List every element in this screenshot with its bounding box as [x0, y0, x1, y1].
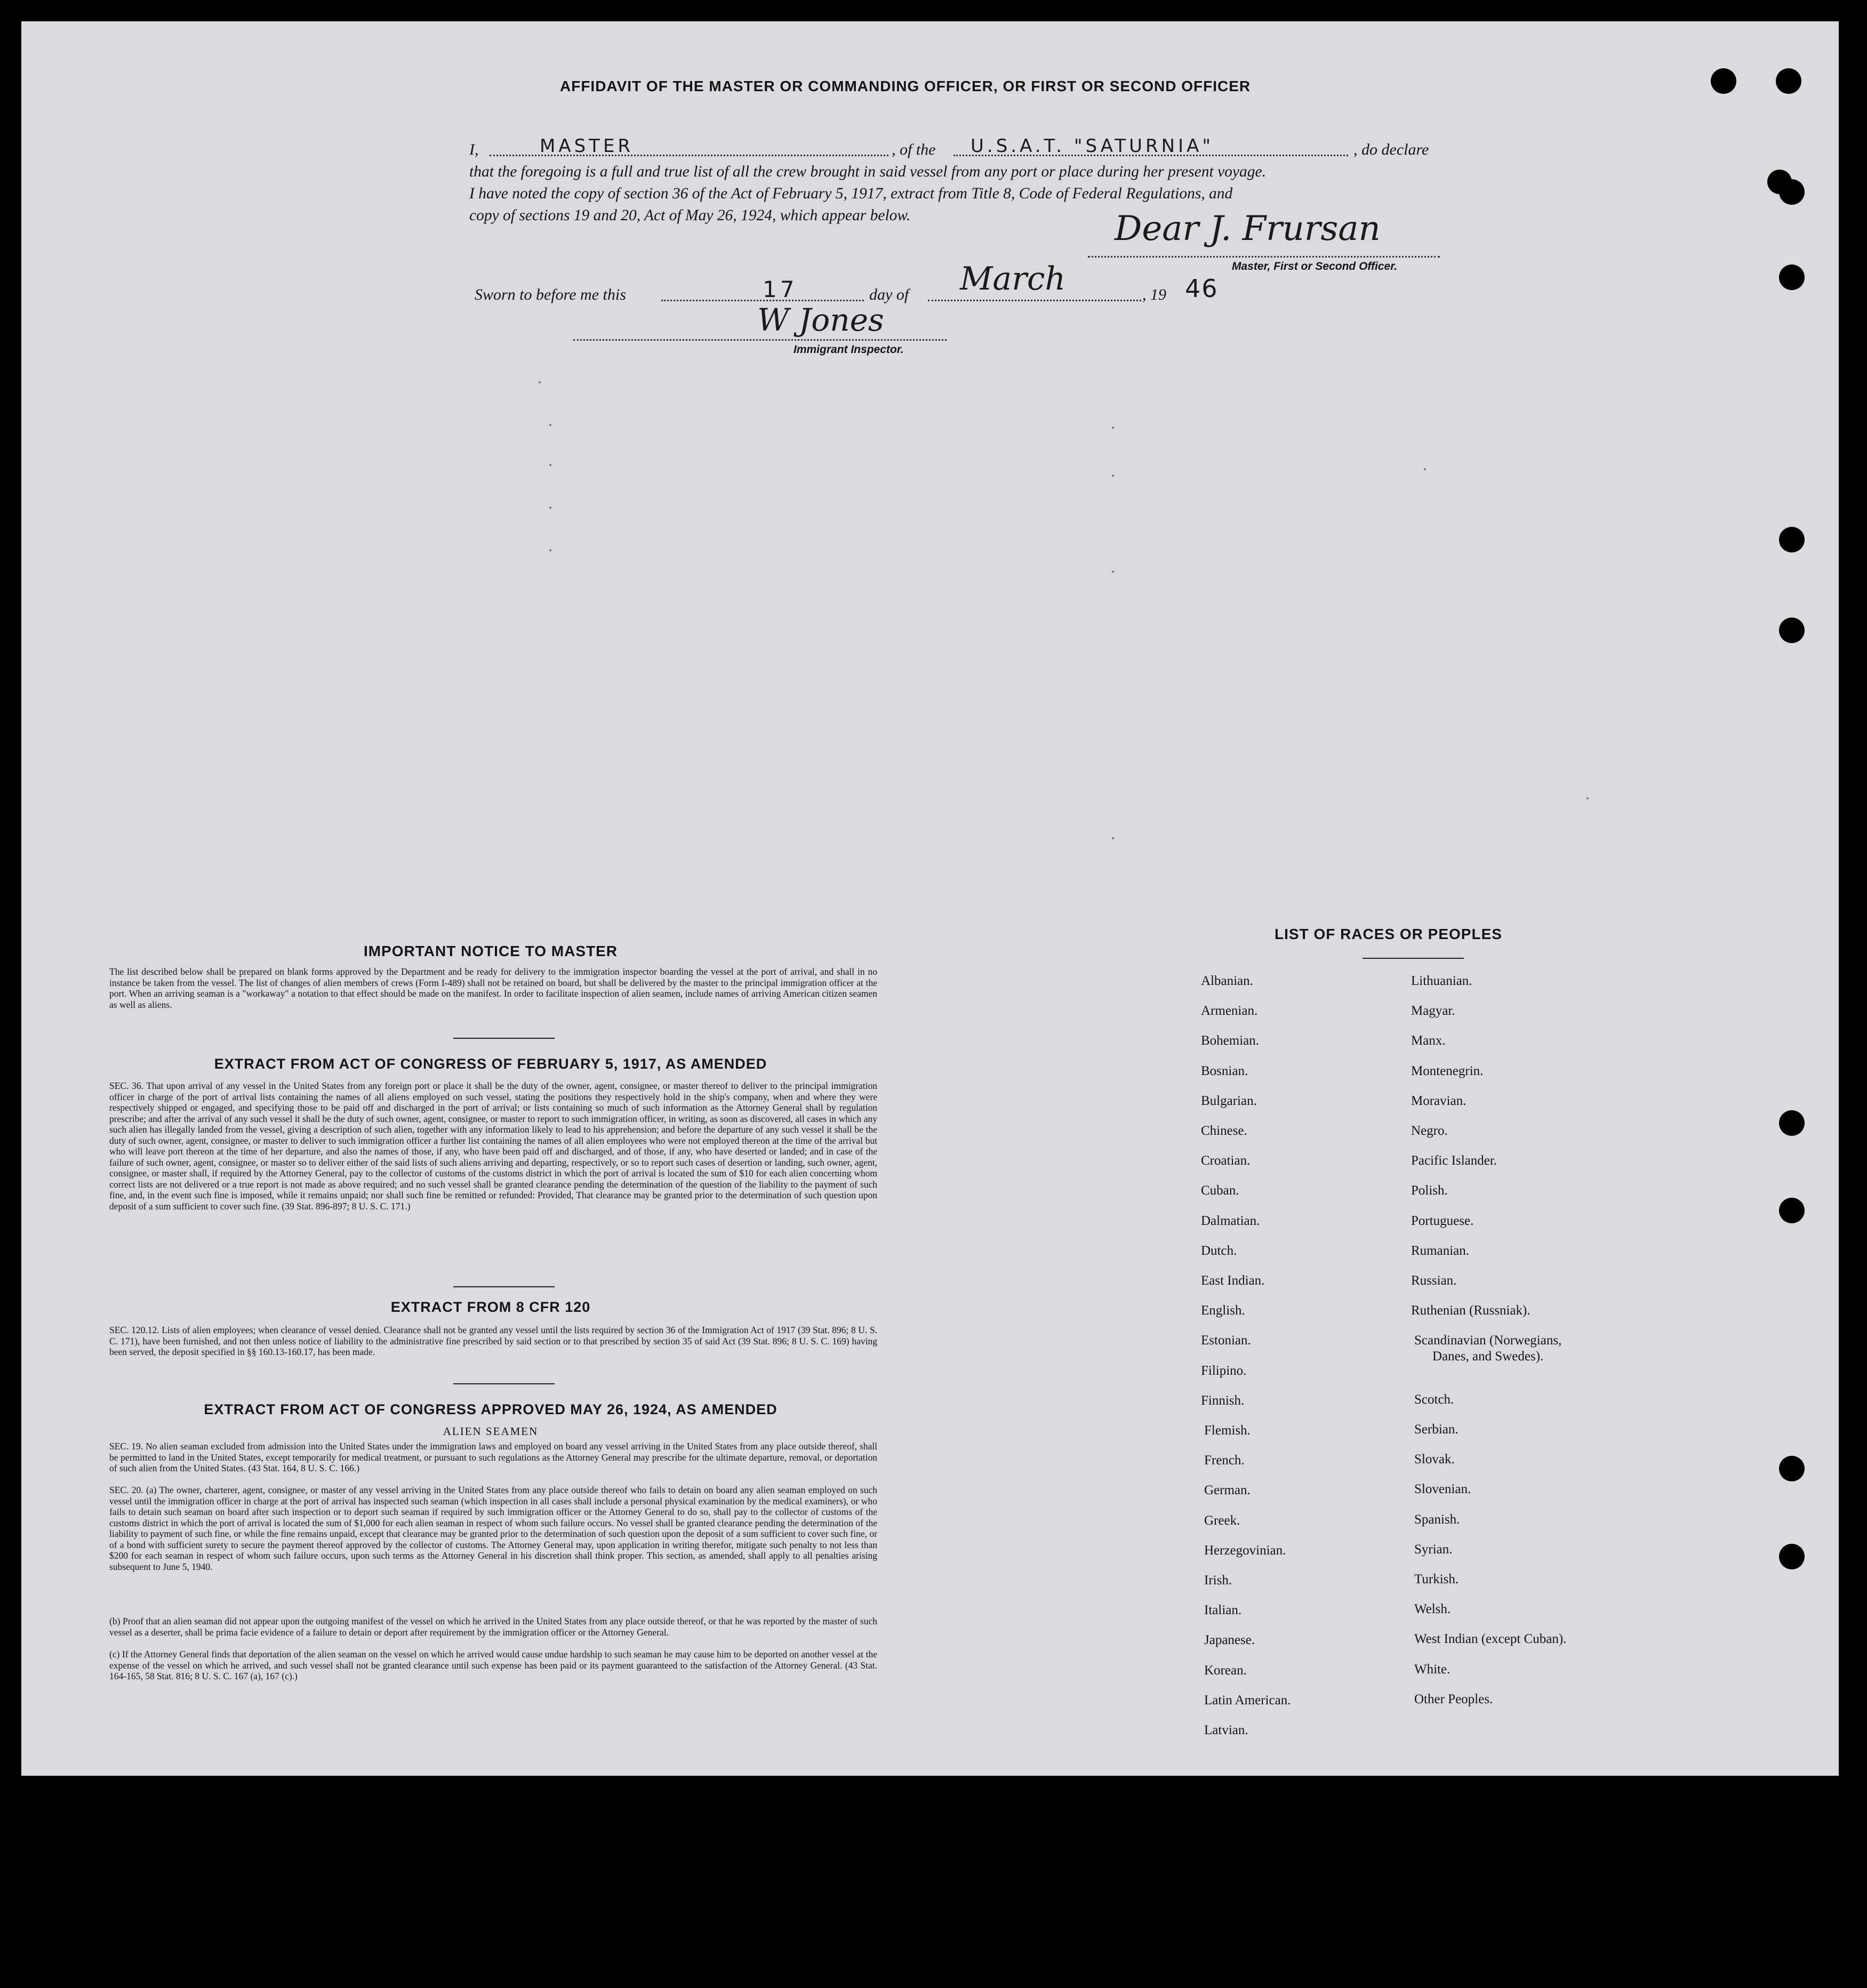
race-item: Slovak.	[1414, 1452, 1455, 1467]
race-item: Magyar.	[1411, 1004, 1455, 1019]
extract-1917-title: EXTRACT FROM ACT OF CONGRESS OF FEBRUARY 5, 1917, AS AMENDED	[214, 1056, 767, 1072]
race-item: Armenian.	[1201, 1004, 1258, 1019]
race-item: Montenegrin.	[1411, 1063, 1484, 1078]
extract-1924-sec20a: SEC. 20. (a) The owner, charterer, agent, consignee, or master of any vessel arriving in the United States from any place outside thereof who fails to detain on board any alien seaman employed on such vessel until the immigration officer in charge at the port of arrival has inspected such seaman (which inspection in all cases shall include a personal physical examination by the medical examiners), or who fails to detain such seaman on board after such inspection or to deport such seaman if required by such immigration officer or the Attorney General to do so, shall pay to the collector of customs of the customs district in which the port of arrival is located the sum of $1,000 for each alien seaman in respect of whom such failure occurs. No vessel shall be granted clearance pending the determination of the liability to payment of such fine, or while the fine remains unpaid, except that clearance may be granted prior to the determination of such question upon the deposit of a sum sufficient to cover such fine, or of a bond with sufficient surety to secure the payment thereof approved by the collector of customs. The Attorney General may, upon application in writing therefor, mitigate such penalty to not less than $200 for each seaman in respect of whom such failure occurs, upon such terms as the Attorney General in his discretion shall think proper. This section, as amended, shall apply to all penalties arising subsequent to June 5, 1940.	[109, 1485, 877, 1572]
inspector-signature-line	[573, 339, 947, 341]
bleed-dot	[549, 507, 551, 509]
race-item: Scotch.	[1414, 1392, 1454, 1407]
race-item: Rumanian.	[1411, 1243, 1470, 1258]
race-item: Russian.	[1411, 1273, 1457, 1288]
notice-title: IMPORTANT NOTICE TO MASTER	[363, 943, 618, 959]
inspector-signature: W Jones	[757, 302, 884, 338]
race-item: Albanian.	[1201, 974, 1253, 988]
officer-signature-line	[1088, 256, 1440, 258]
officer-signature: Dear J. Frursan	[1115, 209, 1381, 248]
race-item: Portuguese.	[1411, 1213, 1474, 1228]
race-item: Dutch.	[1201, 1243, 1237, 1258]
race-item: West Indian (except Cuban).	[1414, 1632, 1567, 1647]
race-item: East Indian.	[1201, 1273, 1265, 1288]
punch-hole-10	[1779, 1456, 1805, 1481]
race-item: White.	[1414, 1662, 1451, 1677]
day-of-label: day of	[869, 286, 909, 303]
master-value: MASTER	[540, 135, 634, 157]
race-item: Ruthenian (Russniak).	[1411, 1303, 1531, 1318]
race-item: Estonian.	[1201, 1333, 1251, 1348]
race-item: Bohemian.	[1201, 1033, 1260, 1048]
affidavit-line-4: copy of sections 19 and 20, Act of May 26, 1924, which appear below.	[469, 207, 911, 224]
races-divider	[1363, 958, 1464, 959]
bleed-dot	[1424, 468, 1426, 470]
race-item: French.	[1204, 1453, 1245, 1468]
affidavit-i-label: I,	[469, 141, 479, 158]
extract-cfr-text: SEC. 120.12. Lists of alien employees; when clearance of vessel denied. Clearance shall not be granted any vessel until the lists required by section 36 of the Immigration Act of 1917 (39 Stat. 896; 8 U. S. C. 171), have been furnished, and not then unless notice of liability to the administrative fine prescribed by said section or to that prescribed by section 35 of said Act (39 Stat. 896; 8 U. S. C. 169) having been served, the deposit specified in §§ 160.13-160.17, has been made.	[109, 1325, 877, 1357]
race-item: Moravian.	[1411, 1093, 1467, 1108]
race-item: Serbian.	[1414, 1422, 1459, 1437]
inspector-caption: Immigrant Inspector.	[794, 343, 904, 356]
extract-1924-sec20c: (c) If the Attorney General finds that deportation of the alien seaman on the vessel on which he arrived would cause undue hardship to such seaman he may cause him to be deported on another vessel at the expense of the vessel on which he arrived, and such vessel shall not be granted clearance until such expense has been paid or its payment guaranteed to the satisfaction of the Attorney General. (43 Stat. 164-165, 58 Stat. 816; 8 U. S. C. 167 (a), 167 (c).)	[109, 1649, 877, 1681]
affidavit-line-3: I have noted the copy of section 36 of the Act of February 5, 1917, extract from Title 8, Code of Federal Regulations, and	[469, 185, 1233, 202]
race-item: Dalmatian.	[1201, 1213, 1260, 1228]
extract-1924-title: EXTRACT FROM ACT OF CONGRESS APPROVED MAY 26, 1924, AS AMENDED	[204, 1401, 778, 1417]
punch-hole-4	[1779, 179, 1805, 205]
extract-1917-text: SEC. 36. That upon arrival of any vessel in the United States from any foreign port or place it shall be the duty of the owner, agent, consignee, or master thereof to deliver to the principal immigration officer in charge of the port of arrival lists containing the names of all aliens employed on such vessel, stating the positions they respectively hold in the ship's company, when and where they were respectively shipped or engaged, and specifying those to be paid off and discharged in the port of arrival; or lists containing so much of such information as the Attorney General shall by regulation prescribe; and after the arrival of any such vessel it shall be the duty of such owner, agent, consignee, or master to report to such immigration officer, in writing, as soon as discovered, all cases in which any such alien has illegally landed from the vessel, giving a description of such alien, together with any information likely to lead to his apprehension; and before the departure of any such vessel it shall be the duty of such owner, agent, consignee, or master to deliver to such immigration officer a further list containing the names of all alien employees who were not employed thereon at the time of the arrival but who will leave port thereon at the time of her departure, and also the names of those, if any, who have been paid off and discharged, and of those, if any, who have deserted or landed; and in case of the failure of such owner, agent, consignee, or master so to deliver either of the said lists of such aliens arriving and departing, respectively, or so to report such cases of desertion or landing, such owner, agent, consignee, or master shall, if required by the Attorney General, pay to the collector of customs of the customs district in which the port of arrival is located the sum of $10 for each alien concerning whom correct lists are not delivered or a true report is not made as above required; and no such vessel shall be granted clearance pending the determination of the question of the liability to the payment of such fine, and, in the event such fine is imposed, while it remains unpaid; nor shall such fine be remitted or refunded: Provided, That clearance may be granted prior to the determination of such question upon deposit of a sum sufficient to cover such fine. (39 Stat. 896-897; 8 U. S. C. 171.)	[109, 1080, 877, 1212]
affidavit-title: AFFIDAVIT OF THE MASTER OR COMMANDING OFFICER, OR FIRST OR SECOND OFFICER	[560, 78, 1251, 94]
punch-hole-8	[1779, 1110, 1805, 1136]
race-item: Flemish.	[1204, 1423, 1251, 1438]
punch-hole-1	[1711, 68, 1736, 94]
race-item: Negro.	[1411, 1124, 1448, 1138]
extract-cfr-divider	[453, 1383, 555, 1384]
race-item: Japanese.	[1204, 1633, 1255, 1648]
race-item: Manx.	[1411, 1033, 1446, 1048]
races-title: LIST OF RACES OR PEOPLES	[1275, 926, 1502, 942]
notice-text: The list described below shall be prepared on blank forms approved by the Department and be ready for delivery to the immigration inspector boarding the vessel at the port of arrival, and shall in no instance be taken from the vessel. The list of changes of alien members of crews (Form I-489) shall not be retained on board, but shall be delivered by the master to the principal immigration officer at the port. When an arriving seaman is a "workaway" a notation to that effect should be made on the manifest. In order to facilitate inspection of alien seamen, include names of arriving American citizen seamen as well as aliens.	[109, 966, 877, 1010]
race-item: Croatian.	[1201, 1153, 1251, 1168]
race-item: Pacific Islander.	[1411, 1153, 1497, 1168]
punch-hole-2	[1776, 68, 1801, 94]
race-item: German.	[1204, 1483, 1251, 1498]
sworn-label: Sworn to before me this	[475, 286, 626, 303]
race-item: Lithuanian.	[1411, 974, 1472, 988]
bleed-dot	[549, 549, 551, 551]
race-item: Spanish.	[1414, 1512, 1460, 1527]
extract-1924-sec20b: (b) Proof that an alien seaman did not appear upon the outgoing manifest of the vessel on which he arrived in the United States from any place outside thereof, or that he was reported by the master of such vessel as a deserter, shall be prima facie evidence of a failure to detain or deport after requirement by the immigration officer or the Attorney General.	[109, 1616, 877, 1638]
bleed-dot	[539, 381, 541, 383]
race-item: Irish.	[1204, 1573, 1232, 1588]
month-field-line	[928, 300, 1141, 301]
race-item: Latin American.	[1204, 1693, 1291, 1708]
notice-divider	[453, 1038, 555, 1039]
race-item: Welsh.	[1414, 1602, 1451, 1617]
bleed-dot	[549, 424, 551, 426]
race-item: Cuban.	[1201, 1183, 1239, 1198]
bleed-dot	[1112, 837, 1114, 839]
bleed-dot	[549, 464, 551, 466]
bleed-dot	[1112, 475, 1114, 477]
race-item: Bosnian.	[1201, 1063, 1248, 1078]
month-value: March	[960, 260, 1066, 298]
race-item: Herzegovinian.	[1204, 1543, 1286, 1558]
extract-1924-sec19: SEC. 19. No alien seaman excluded from admission into the United States under the immigration laws and employed on board any vessel arriving in the United States from any place outside thereof, shall be permitted to land in the United States, except temporarily for medical treatment, or pursuant to such regulations as the Attorney General may prescribe for the ultimate departure, removal, or deportation of such alien from the United States. (43 Stat. 164, 8 U. S. C. 166.)	[109, 1441, 877, 1473]
race-item: English.	[1201, 1303, 1245, 1318]
race-item: Greek.	[1204, 1513, 1240, 1528]
extract-1924-subtitle: ALIEN SEAMEN	[443, 1425, 539, 1438]
extract-cfr-title: EXTRACT FROM 8 CFR 120	[390, 1299, 591, 1315]
bleed-dot	[1586, 797, 1589, 799]
punch-hole-6	[1779, 527, 1805, 552]
affidavit-of-the: , of the	[892, 141, 936, 158]
year-prefix: , 19	[1142, 286, 1166, 303]
vessel-value: U.S.A.T. "SATURNIA"	[971, 135, 1214, 157]
day-value: 17	[763, 276, 798, 302]
race-item: Slovenian.	[1414, 1482, 1471, 1497]
bleed-dot	[1112, 427, 1114, 429]
extract-1917-divider	[453, 1286, 555, 1287]
race-item: Scandinavian (Norwegians,	[1414, 1333, 1562, 1348]
race-item: Syrian.	[1414, 1542, 1453, 1557]
officer-caption: Master, First or Second Officer.	[1232, 260, 1398, 272]
race-item: Chinese.	[1201, 1124, 1247, 1138]
race-item: Polish.	[1411, 1183, 1448, 1198]
race-item: Turkish.	[1414, 1572, 1459, 1586]
punch-hole-11	[1779, 1544, 1805, 1569]
punch-hole-5	[1779, 264, 1805, 290]
punch-hole-7	[1779, 618, 1805, 643]
race-item: Korean.	[1204, 1663, 1247, 1678]
race-item: Italian.	[1204, 1603, 1242, 1618]
race-item: Danes, and Swedes).	[1432, 1349, 1544, 1364]
race-item: Other Peoples.	[1414, 1692, 1493, 1706]
bleed-dot	[1112, 571, 1114, 573]
race-item: Finnish.	[1201, 1393, 1245, 1408]
race-item: Latvian.	[1204, 1723, 1248, 1737]
affidavit-line-2: that the foregoing is a full and true list of all the crew brought in said vessel from any port or place during her present voyage.	[469, 163, 1266, 180]
race-item: Filipino.	[1201, 1363, 1247, 1378]
year-value: 46	[1185, 274, 1219, 303]
race-item: Bulgarian.	[1201, 1093, 1257, 1108]
punch-hole-9	[1779, 1198, 1805, 1223]
affidavit-do-declare: , do declare	[1353, 141, 1429, 158]
